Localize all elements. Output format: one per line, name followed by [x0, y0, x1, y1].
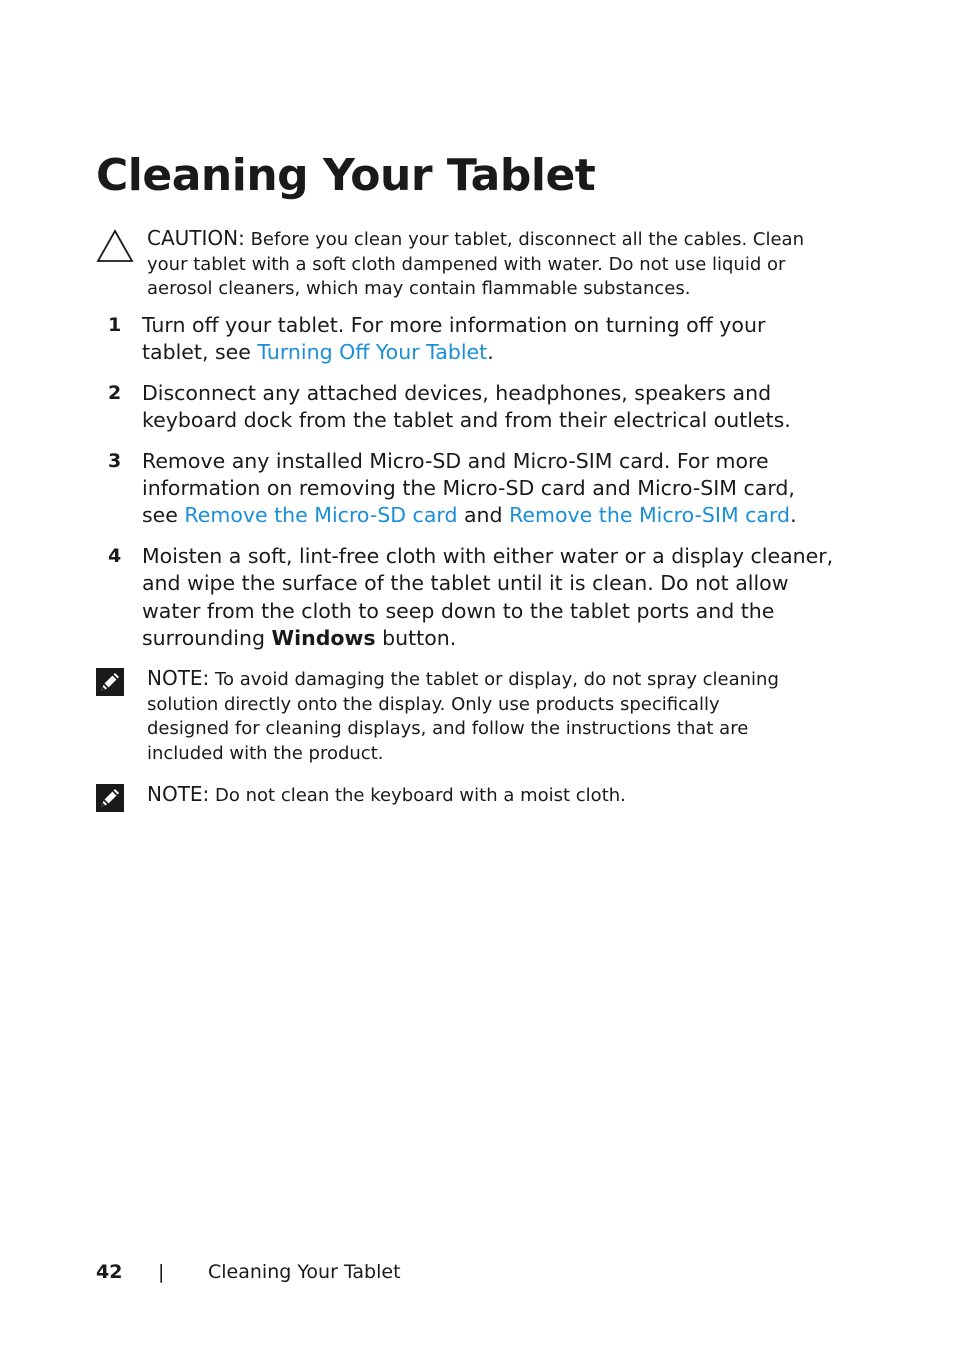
windows-button-label: Windows [271, 626, 376, 651]
step-text: Turn off your tablet. For more information on turning off your tablet, see [142, 313, 766, 365]
link-remove-micro-sim[interactable]: Remove the Micro-SIM card [509, 503, 791, 528]
note-label: NOTE: [147, 666, 210, 690]
note-body: Do not clean the keyboard with a moist cloth. [209, 785, 626, 806]
steps-list [96, 312, 836, 665]
step-text-end: button. [375, 626, 457, 651]
step-4 [96, 543, 836, 653]
note-text [147, 782, 807, 809]
step-3 [96, 448, 836, 530]
note-pencil-icon [96, 668, 124, 700]
caution-text [147, 226, 807, 302]
step-text: Moisten a soft, lint-free cloth with either water or a display cleaner, and wipe the surface of the tablet until it is clean. Do not allow water from the cloth to seep down to the tablet ports and the surrounding [142, 543, 834, 651]
caution-label: CAUTION: [147, 226, 245, 250]
step-number: 2 [108, 381, 122, 404]
step-text-mid: and [457, 503, 510, 528]
caution-triangle-icon [96, 228, 134, 268]
note-label: NOTE: [147, 782, 210, 806]
page-title: Cleaning Your Tablet [96, 150, 596, 201]
step-number: 4 [108, 544, 122, 567]
step-2 [96, 380, 836, 435]
step-number: 1 [108, 314, 122, 336]
step-text: Disconnect any attached devices, headphones, speakers and keyboard dock from the tablet and from their electrical outlets. [142, 380, 791, 433]
page-number: 42 [96, 1261, 123, 1283]
caution-body: Before you clean your tablet, disconnect all the cables. Clean your tablet with a soft cloth dampened with water. Do not use liquid or aerosol cleaners, which may contain flammable substances. [147, 229, 804, 300]
footer-separator: | [158, 1261, 165, 1283]
step-text: Remove any installed Micro-SD and Micro-SIM card. For more information on removing the Micro-SD card and Micro-SIM card, see [142, 448, 795, 528]
link-remove-micro-sd[interactable]: Remove the Micro-SD card [184, 503, 458, 528]
note-body: To avoid damaging the tablet or display, do not spray cleaning solution directly onto the display. Only use products specifically designed for cleaning displays, and follow the instructions that are included with the product. [147, 669, 779, 764]
note-text [147, 666, 807, 766]
step-1 [96, 312, 836, 367]
step-text-end: . [790, 503, 797, 528]
step-text-end: . [487, 340, 494, 365]
step-number: 3 [108, 449, 122, 472]
footer-section-title: Cleaning Your Tablet [208, 1261, 401, 1283]
link-turning-off-tablet[interactable]: Turning Off Your Tablet [257, 340, 488, 365]
note-pencil-icon [96, 784, 124, 816]
